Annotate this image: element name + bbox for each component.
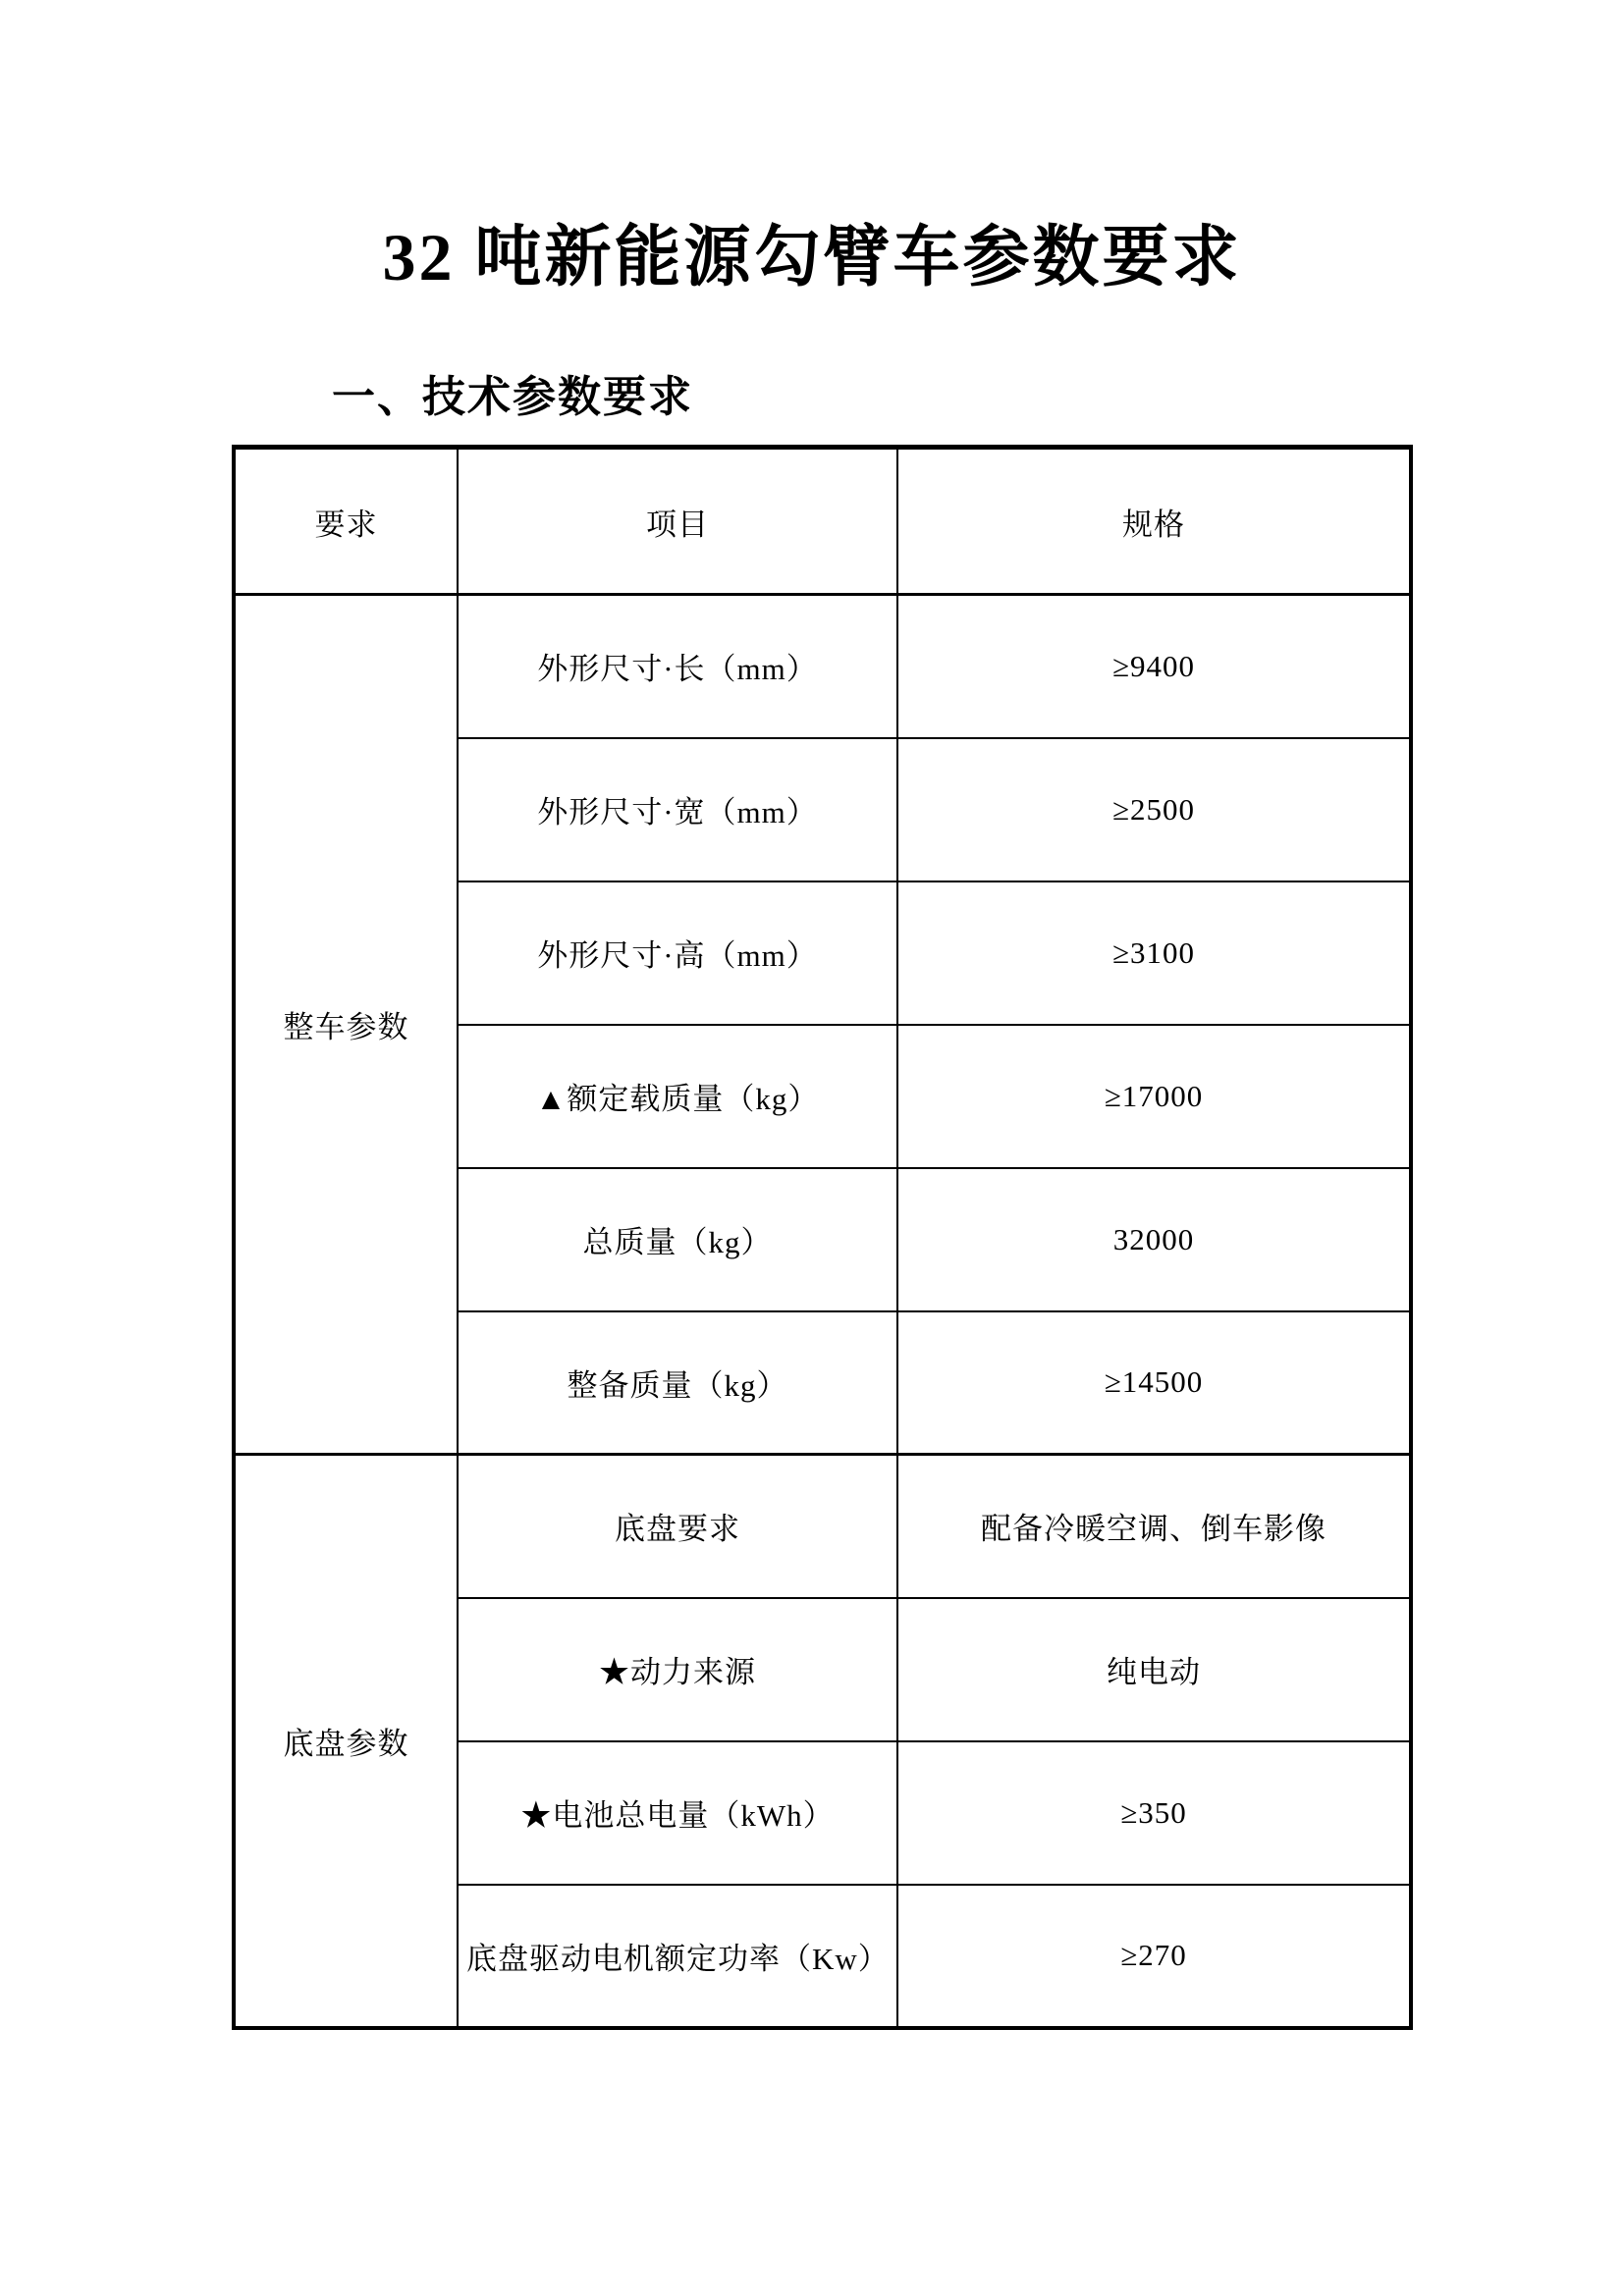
section-heading: 一、技术参数要求 [332,373,693,421]
spec-cell: ≥9400 [897,595,1411,738]
item-cell: 外形尺寸·长（mm） [458,595,897,738]
spec-table [232,445,1413,2030]
group-label-vehicle: 整车参数 [234,595,458,1455]
item-cell: 底盘驱动电机额定功率（Kw） [458,1885,897,2028]
spec-cell: ≥14500 [897,1311,1411,1455]
spec-cell: 32000 [897,1168,1411,1311]
spec-cell: ≥350 [897,1741,1411,1885]
spec-cell: 纯电动 [897,1598,1411,1741]
item-cell: 总质量（kg） [458,1168,897,1311]
item-cell: ▲额定载质量（kg） [458,1025,897,1168]
spec-cell: 配备冷暖空调、倒车影像 [897,1455,1411,1598]
table-row [234,1455,1411,1598]
col-header-item: 项目 [458,448,897,595]
col-header-requirement: 要求 [234,448,458,595]
document-title: 32 吨新能源勾臂车参数要求 [382,220,1242,294]
spec-cell: ≥270 [897,1885,1411,2028]
group-label-chassis: 底盘参数 [234,1455,458,2028]
item-cell: 外形尺寸·宽（mm） [458,738,897,881]
spec-cell: ≥2500 [897,738,1411,881]
item-cell: 底盘要求 [458,1455,897,1598]
spec-cell: ≥3100 [897,881,1411,1025]
table-row [234,595,1411,738]
item-cell: 整备质量（kg） [458,1311,897,1455]
item-cell: ★动力来源 [458,1598,897,1741]
item-cell: 外形尺寸·高（mm） [458,881,897,1025]
col-header-spec: 规格 [897,448,1411,595]
spec-cell: ≥17000 [897,1025,1411,1168]
item-cell: ★电池总电量（kWh） [458,1741,897,1885]
table-header-row [234,448,1411,595]
